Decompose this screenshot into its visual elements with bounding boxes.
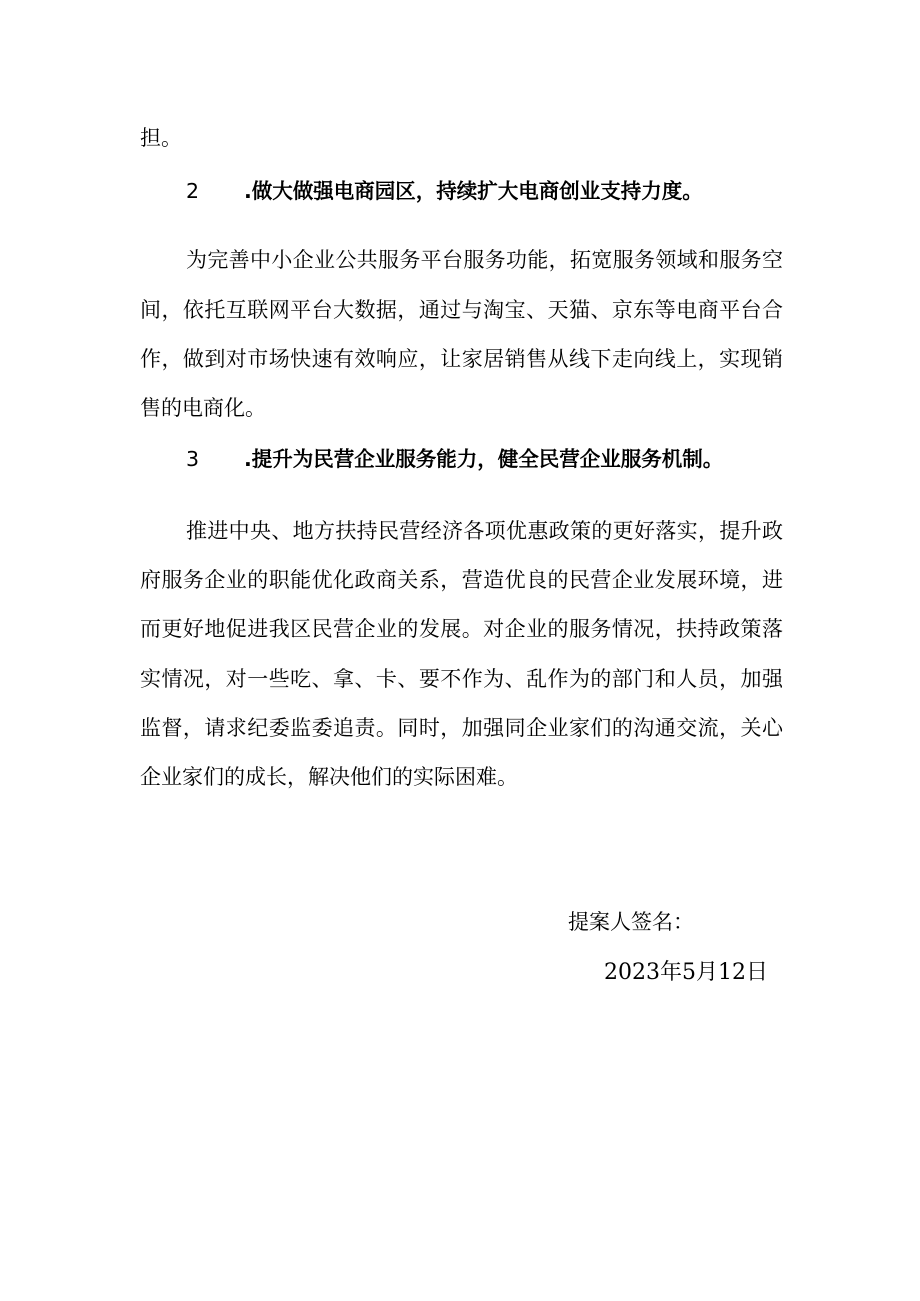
section-3-paragraph-line: 企业家们的成长，解决他们的实际困难。 [140,765,518,789]
section-3-paragraph-line: 推进中央、地方扶持民营经济各项优惠政策的更好落实，提升政 [186,519,783,543]
section-3-paragraph-line: 实情况，对一些吃、拿、卡、要不作为、乱作为的部门和人员，加强 [140,667,783,691]
section-3-number: 3 [186,447,200,471]
section-2-paragraph-line: 间，依托互联网平台大数据，通过与淘宝、天猫、京东等电商平台合 [140,298,783,322]
signature-label: 提案人签名： [568,910,694,934]
section-3-paragraph-line: 监督，请求纪委监委追责。同时，加强同企业家们的沟通交流，关心 [140,716,783,740]
section-3-heading [186,447,723,471]
signature-date: 2023年5月12日 [604,960,768,985]
section-2-paragraph-line: 售的电商化。 [140,396,266,420]
section-3-paragraph-line: 府服务企业的职能优化政商关系，营造优良的民营企业发展环境，进 [140,568,783,592]
section-2-paragraph-line: 为完善中小企业公共服务平台服务功能，拓宽服务领域和服务空 [186,248,783,272]
section-3-paragraph-line: 而更好地促进我区民营企业的发展。对企业的服务情况，扶持政策落 [140,617,783,641]
section-2-title: .做大做强电商园区，持续扩大电商创业支持力度。 [244,179,703,203]
section-3-title: .提升为民营企业服务能力，健全民营企业服务机制。 [244,447,724,471]
section-2-paragraph-line: 作，做到对市场快速有效响应，让家居销售从线下走向线上，实现销 [140,347,783,371]
carry-over-text: 担。 [140,126,182,150]
section-2-heading [186,179,703,203]
section-2-number: 2 [186,179,200,203]
